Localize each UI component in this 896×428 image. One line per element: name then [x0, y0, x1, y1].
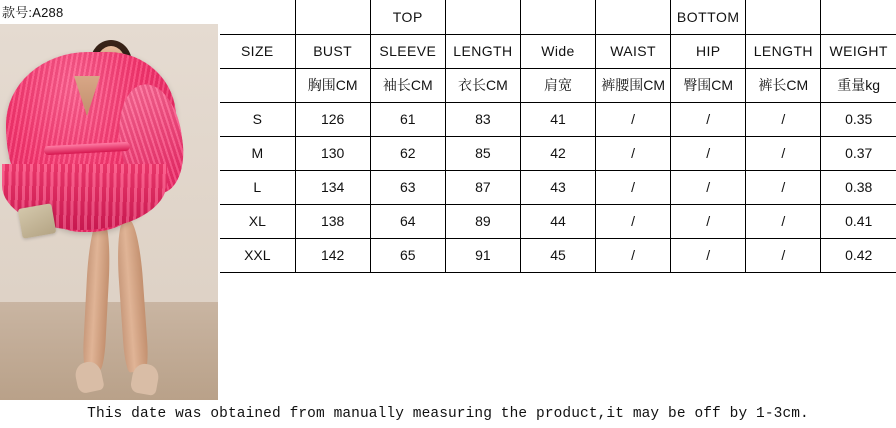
group-header-blank-7	[821, 0, 896, 34]
cell-waist: /	[596, 170, 671, 204]
spacer-cell	[370, 272, 445, 308]
column-header-weight: WEIGHT	[821, 34, 896, 68]
cell-bust: 126	[295, 102, 370, 136]
cell-pant-length: /	[746, 204, 821, 238]
cell-sleeve: 62	[370, 136, 445, 170]
cell-waist: /	[596, 136, 671, 170]
table-spacer-row	[220, 272, 896, 308]
column-header-bust: BUST	[295, 34, 370, 68]
cell-size: S	[220, 102, 295, 136]
spacer-cell	[671, 272, 746, 308]
product-photo	[0, 24, 218, 400]
cell-weight: 0.37	[821, 136, 896, 170]
table-row	[220, 170, 896, 204]
cell-sleeve: 65	[370, 238, 445, 272]
size-chart-table	[220, 0, 896, 308]
column-header-waist-cn: 裤腰围CM	[596, 68, 671, 102]
cell-wide: 41	[520, 102, 595, 136]
cell-length: 87	[445, 170, 520, 204]
cell-hip: /	[671, 136, 746, 170]
cell-weight: 0.41	[821, 204, 896, 238]
spacer-cell	[445, 272, 520, 308]
group-header-top: TOP	[370, 0, 445, 34]
spacer-cell	[746, 272, 821, 308]
cell-sleeve: 64	[370, 204, 445, 238]
table-header-row-cn	[220, 68, 896, 102]
cell-weight: 0.42	[821, 238, 896, 272]
column-header-wide-cn: 肩宽	[520, 68, 595, 102]
group-header-blank-6	[746, 0, 821, 34]
table-row	[220, 204, 896, 238]
measurement-disclaimer: This date was obtained from manually measuring the product,it may be off by 1-3cm.	[87, 406, 809, 422]
cell-pant-length: /	[746, 136, 821, 170]
cell-wide: 45	[520, 238, 595, 272]
cell-pant-length: /	[746, 238, 821, 272]
group-header-blank-1	[220, 0, 295, 34]
column-header-wide: Wide	[520, 34, 595, 68]
cell-size: XL	[220, 204, 295, 238]
cell-pant-length: /	[746, 170, 821, 204]
table-group-header-row	[220, 0, 896, 34]
cell-waist: /	[596, 204, 671, 238]
cell-size: M	[220, 136, 295, 170]
group-header-bottom: BOTTOM	[671, 0, 746, 34]
cell-waist: /	[596, 102, 671, 136]
cell-pant-length: /	[746, 102, 821, 136]
column-header-hip-cn: 臀围CM	[671, 68, 746, 102]
cell-wide: 42	[520, 136, 595, 170]
table-row	[220, 102, 896, 136]
group-header-blank-5	[596, 0, 671, 34]
table-row	[220, 238, 896, 272]
cell-hip: /	[671, 238, 746, 272]
cell-length: 89	[445, 204, 520, 238]
column-header-hip: HIP	[671, 34, 746, 68]
table-header-row-en	[220, 34, 896, 68]
column-header-waist: WAIST	[596, 34, 671, 68]
column-header-size: SIZE	[220, 34, 295, 68]
cell-bust: 130	[295, 136, 370, 170]
cell-bust: 134	[295, 170, 370, 204]
cell-sleeve: 61	[370, 102, 445, 136]
column-header-pant-length-cn: 裤长CM	[746, 68, 821, 102]
group-header-blank-3	[445, 0, 520, 34]
product-photo-block	[0, 0, 220, 400]
cell-hip: /	[671, 204, 746, 238]
column-header-bust-cn: 胸围CM	[295, 68, 370, 102]
cell-hip: /	[671, 102, 746, 136]
column-header-sleeve-cn: 袖长CM	[370, 68, 445, 102]
column-header-length: LENGTH	[445, 34, 520, 68]
cell-sleeve: 63	[370, 170, 445, 204]
column-header-pant-length: LENGTH	[746, 34, 821, 68]
cell-bust: 138	[295, 204, 370, 238]
column-header-size-cn	[220, 68, 295, 102]
cell-waist: /	[596, 238, 671, 272]
spacer-cell	[520, 272, 595, 308]
table-row	[220, 136, 896, 170]
column-header-weight-cn: 重量kg	[821, 68, 896, 102]
handbag	[18, 203, 57, 238]
cell-size: L	[220, 170, 295, 204]
cell-weight: 0.35	[821, 102, 896, 136]
column-header-sleeve: SLEEVE	[370, 34, 445, 68]
cell-wide: 43	[520, 170, 595, 204]
spacer-cell	[220, 272, 295, 308]
cell-hip: /	[671, 170, 746, 204]
spacer-cell	[596, 272, 671, 308]
spacer-cell	[295, 272, 370, 308]
group-header-blank-4	[520, 0, 595, 34]
column-header-length-cn: 衣长CM	[445, 68, 520, 102]
cell-length: 85	[445, 136, 520, 170]
sku-label: 款号:A288	[2, 5, 64, 20]
photo-background-floor	[0, 302, 218, 400]
cell-size: XXL	[220, 238, 295, 272]
cell-weight: 0.38	[821, 170, 896, 204]
cell-length: 91	[445, 238, 520, 272]
group-header-blank-2	[295, 0, 370, 34]
spacer-cell	[821, 272, 896, 308]
cell-wide: 44	[520, 204, 595, 238]
cell-bust: 142	[295, 238, 370, 272]
cell-length: 83	[445, 102, 520, 136]
